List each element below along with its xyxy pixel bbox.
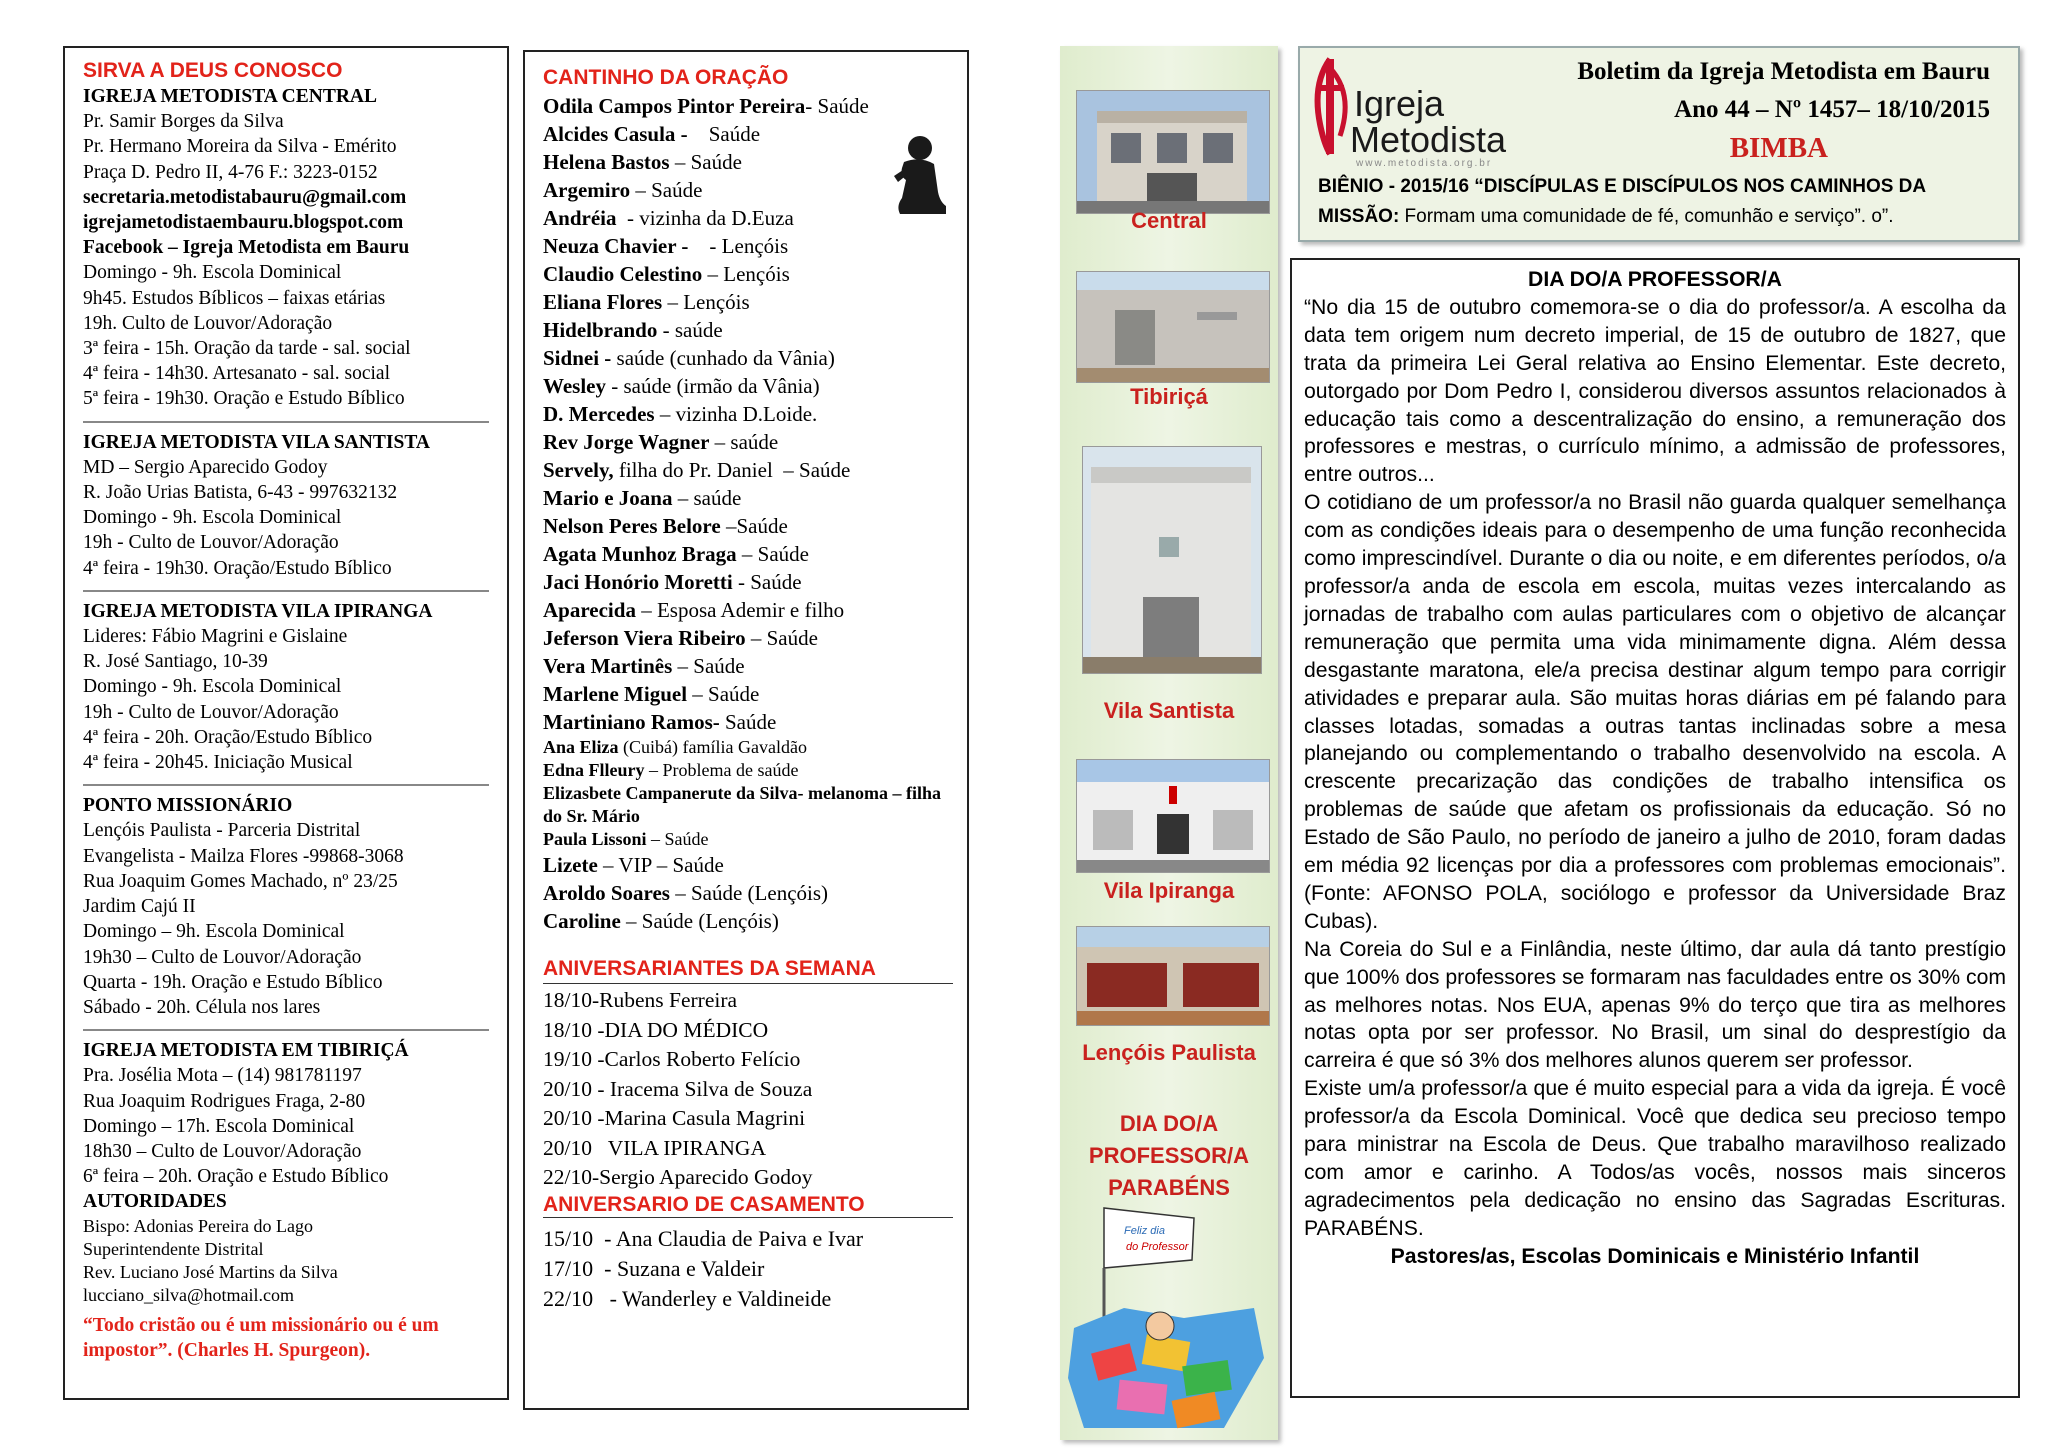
article-paragraph: Existe um/a professor/a que é muito especial para a vida da igreja. É você professor/a da Escola Dominical. Você que dedica seu precioso tempo para ministrar na Escola de Deus. Que trabalho maravilhoso realizado com amor e carinho. A Todos/as vocês, nossos mais sinceros agradecimentos pela dedicação no ensino das Sagradas Escrituras. PARABÉNS.: [1304, 1077, 2006, 1240]
prayer-request-item: [543, 456, 949, 484]
prayer-person-name: Edna Flleury: [543, 760, 645, 780]
wedding-anniversary-item: 17/10 - Suzana e Valdeir: [543, 1255, 765, 1281]
birthday-item: 20/10 VILA IPIRANGA: [543, 1135, 766, 1160]
bulletin-header: [1298, 46, 2020, 242]
prayer-person-name: Rev Jorge Wagner: [543, 430, 710, 454]
santista-line: Domingo - 9h. Escola Dominical: [83, 507, 342, 529]
location-label: Tibiriçá: [1130, 384, 1208, 409]
prayer-request-item: [543, 851, 949, 879]
prayer-reason: – Saúde: [736, 542, 809, 566]
bienio-label: BIÊNIO - 2015/16: [1318, 176, 1470, 197]
ponto-line: Lençóis Paulista - Parceria Distrital: [83, 820, 361, 842]
teachers-day-article: [1290, 258, 2020, 1398]
prayer-request-item: [543, 204, 949, 232]
prayer-request-item: [543, 680, 949, 708]
svg-text:Feliz dia: Feliz dia: [1124, 1225, 1165, 1237]
prayer-request-item: [543, 540, 949, 568]
prayer-request-item: [543, 652, 949, 680]
prayer-request-item: [543, 568, 949, 596]
prayer-request-item: [543, 879, 949, 907]
prayer-person-name: Aparecida: [543, 598, 636, 622]
wedding-anniversary-item: 22/10 - Wanderley e Valdineide: [543, 1285, 832, 1311]
prayer-request-item: [543, 316, 949, 344]
central-schedule-line: 3ª feira - 15h. Oração da tarde - sal. social: [83, 338, 411, 360]
prayer-person-name: Mario e Joana: [543, 486, 673, 510]
birthday-item: 22/10-Sergio Aparecido Godoy: [543, 1165, 813, 1189]
birthday-item: 18/10 -DIA DO MÉDICO: [543, 1017, 769, 1042]
prayer-reason: - Saúde: [732, 570, 802, 594]
central-line: Pr. Samir Borges da Silva: [83, 111, 284, 133]
ponto-line: Rua Joaquim Gomes Machado, nº 23/25: [83, 870, 398, 892]
bulletin-issue: Ano 44 – Nº 1457– 18/10/2015: [1674, 96, 1990, 123]
prayer-person-name: Nelson Peres Belore: [543, 514, 721, 538]
ipiranga-line: Lideres: Fábio Magrini e Gislaine: [83, 626, 348, 648]
location-label: Lençóis Paulista: [1082, 1040, 1256, 1065]
prayer-reason: – Saúde: [630, 178, 703, 202]
prayer-reason: – Problema de saúde: [644, 760, 799, 780]
santista-line: MD – Sergio Aparecido Godoy: [83, 456, 328, 478]
article-paragraph: “No dia 15 de outubro comemora-se o dia do professor/a. A escolha da data tem origem num decreto imperial, de 15 de outubro de 1827, que trata da primeira Lei Geral relativa ao Ensino Elementar. Este decreto, outorgado por Dom Pedro I, considerou diversos assuntos relacionados à educação tais como a descentralização do ensino, a remuneração dos professores e mestras, o currículo mínimo, a admissão de professores, entre outros...: [1304, 295, 2006, 487]
prayer-reason: - Lençóis: [688, 234, 789, 258]
prayer-person-name: Marlene Miguel: [543, 682, 688, 706]
ponto-line: 19h30 – Culto de Louvor/Adoração: [83, 946, 362, 968]
prayer-request-item: [543, 148, 949, 176]
logo-word-2: Metodista: [1350, 119, 1507, 160]
santista-line: 4ª feira - 19h30. Oração/Estudo Bíblico: [83, 557, 392, 579]
prayer-reason: – Saúde: [745, 626, 818, 650]
prayer-reason: – Saúde: [646, 829, 709, 849]
prayer-request-item: [543, 596, 949, 624]
prayer-person-name: Elizasbete Campanerute da Silva- melanoma – filha do Sr. Mário: [543, 783, 941, 826]
article-paragraph: Na Coreia do Sul e a Finlândia, neste último, dar aula dá tanto prestígio que 100% dos professores se formaram nas faculdades entre os 30% com as melhores notas. Nos EUA, apenas 9% do terço que tira as melhores notas opta por ser professor. No Brasil, um sinal do desprestígio da carreira é que só 3% dos melhores alunos querem ser professor.: [1304, 937, 2006, 1073]
ipiranga-line: Domingo - 9h. Escola Dominical: [83, 676, 342, 698]
central-line: Praça D. Pedro II, 4-76 F.: 3223-0152: [83, 161, 378, 183]
autoridades-line: Superintendente Distrital: [83, 1238, 264, 1259]
birthday-item: 19/10 -Carlos Roberto Felício: [543, 1047, 801, 1071]
prayer-request-item: [543, 288, 949, 316]
logo-url: www.metodista.org.br: [1356, 158, 1493, 169]
prayer-reason: Saúde: [687, 122, 761, 146]
prayer-reason: – Saúde (Lençóis): [620, 909, 779, 933]
central-blog[interactable]: igrejametodistaembauru.blogspot.com: [83, 212, 404, 234]
ponto-heading: PONTO MISSIONÁRIO: [83, 795, 293, 817]
central-church-photo: [1076, 90, 1270, 214]
autoridades-heading: AUTORIDADES: [83, 1191, 227, 1213]
logo-word-1: Igreja: [1354, 83, 1445, 124]
bulletin-title: Boletim da Igreja Metodista em Bauru: [1577, 58, 1990, 85]
prayer-person-name: Claudio Celestino: [543, 262, 703, 286]
prayer-reason: – Saúde: [669, 150, 742, 174]
prayer-list-small: [543, 736, 949, 851]
prayer-request-item: [543, 232, 949, 260]
tibirica-church-photo: [1076, 271, 1270, 383]
weddings-title: ANIVERSARIO DE CASAMENTO: [543, 1193, 953, 1218]
article-paragraph: O cotidiano de um professor/a no Brasil não guarda qualquer semelhança com as condições ideais para o desempenho de uma função reconhecida como imprescindível. Durante o dia ou noite, e em diferentes períodos, o/a professor/a anda de escola em escola, muitas vezes intercalando as jornadas de trabalho com aulas particulares com o objetivo de alcançar remuneração que permita uma vida minimamente digna. Além dessa desgastante maratona, ele/a precisa destinar algum tempo para corrigir atividades e preparar aula. São muitas horas diárias em pé falando para classes lotadas, somadas a outras tantas inclinadas sobre a mesa planejando ou complementando o trabalho desenvolvido na escola. A crescente precarização das condições de trabalho intensifica os problemas de saúde que afetam os profissionais da educação. Só no Estado de São Paulo, no período de janeiro a julho de 2010, foram dadas em média 92 licenças por dia a professores com problemas emocionais”. (Fonte: AFONSO POLA, sociólogo e professor da Universidade Braz Cubas).: [1304, 491, 2006, 933]
prayer-reason: (Cuibá) família Gavaldão: [618, 737, 807, 757]
tibirica-line: 18h30 – Culto de Louvor/Adoração: [83, 1140, 362, 1162]
santista-heading: IGREJA METODISTA VILA SANTISTA: [83, 431, 430, 453]
birthdays-list: [543, 986, 949, 1193]
prayer-reason: - saúde (irmão da Vânia): [606, 374, 820, 398]
ponto-line: Evangelista - Mailza Flores -99868-3068: [83, 845, 404, 867]
prayer-person-name: Caroline: [543, 909, 621, 933]
article-signature: Pastores/as, Escolas Dominicais e Ministério Infantil: [1390, 1244, 1920, 1268]
prayer-request-item: [543, 120, 949, 148]
bienio-text: “DISCÍPULAS E DISCÍPULOS NOS CAMINHOS DA: [1469, 176, 1927, 197]
prayer-reason: filha do Pr. Daniel – Saúde: [613, 458, 851, 482]
vila-santista-church-photo: [1082, 446, 1262, 674]
location-label: Vila Santista: [1103, 698, 1235, 723]
prayer-request-item: [543, 176, 949, 204]
location-label: Vila Ipiranga: [1103, 878, 1235, 903]
prayer-person-name: D. Mercedes: [543, 402, 655, 426]
prayer-panel: [523, 50, 969, 1410]
prayer-request-item: [543, 828, 949, 851]
prayer-reason: – Esposa Ademir e filho: [635, 598, 845, 622]
prayer-reason: Saúde: [719, 710, 777, 734]
tibirica-line: 6ª feira – 20h. Oração e Estudo Bíblico: [83, 1166, 389, 1188]
missao-text: Formam uma comunidade de fé, comunhão e serviço”. o”.: [1399, 206, 1894, 227]
missao-label: MISSÃO:: [1318, 206, 1400, 227]
greeting-line: DIA DO/A: [1119, 1111, 1219, 1136]
directory-title: SIRVA A DEUS CONOSCO: [83, 59, 343, 82]
prayer-person-name: Martiniano Ramos-: [543, 710, 720, 734]
church-directory-panel: [63, 46, 509, 1400]
autoridades-line[interactable]: lucciano_silva@hotmail.com: [83, 1284, 295, 1305]
santista-line: 19h - Culto de Louvor/Adoração: [83, 532, 339, 554]
central-heading: IGREJA METODISTA CENTRAL: [83, 86, 378, 107]
spurgeon-quote: “Todo cristão ou é um missionário ou é um impostor”. (Charles H. Spurgeon).: [83, 1314, 439, 1361]
divider: [83, 421, 489, 423]
prayer-reason: – Saúde: [687, 682, 760, 706]
prayer-request-item: [543, 907, 949, 935]
central-line: Pr. Hermano Moreira da Silva - Emérito: [83, 136, 397, 158]
prayer-reason: - saúde: [657, 318, 723, 342]
ipiranga-line: 4ª feira - 20h. Oração/Estudo Bíblico: [83, 726, 373, 748]
prayer-request-item: [543, 624, 949, 652]
autoridades-line: Bispo: Adonias Pereira do Lago: [83, 1215, 313, 1236]
central-schedule-line: 4ª feira - 14h30. Artesanato - sal. social: [83, 363, 390, 385]
tibirica-heading: IGREJA METODISTA EM TIBIRIÇÁ: [83, 1040, 409, 1062]
prayer-person-name: Odila Campos Pintor Pereira: [543, 94, 806, 118]
greeting-line: PARABÉNS: [1108, 1175, 1230, 1200]
santista-line: R. João Urias Batista, 6-43 - 997632132: [83, 482, 398, 504]
central-email[interactable]: secretaria.metodistabauru@gmail.com: [83, 186, 407, 208]
ponto-line: Jardim Cajú II: [83, 896, 196, 918]
prayer-person-name: Jeferson Viera Ribeiro: [543, 626, 746, 650]
praying-person-icon: [890, 132, 950, 217]
prayer-reason: - vizinha da D.Euza: [616, 206, 794, 230]
divider: [83, 1029, 489, 1031]
prayer-reason: – Saúde: [672, 654, 745, 678]
prayer-person-name: Wesley: [543, 374, 606, 398]
teacher-with-books-illustration: [1064, 1198, 1274, 1434]
prayer-person-name: Lizete: [543, 853, 598, 877]
prayer-person-name: Eliana Flores: [543, 290, 663, 314]
prayer-reason: – Lençóis: [662, 290, 750, 314]
bulletin-name: BIMBA: [1729, 132, 1828, 164]
prayer-reason: –Saúde: [720, 514, 788, 538]
prayer-person-name: Helena Bastos: [543, 150, 670, 174]
birthday-item: 20/10 -Marina Casula Magrini: [543, 1106, 806, 1130]
churches-photo-strip: [1060, 46, 1278, 1440]
svg-text:do Professor: do Professor: [1126, 1241, 1189, 1253]
article-title: DIA DO/A PROFESSOR/A: [1528, 268, 1782, 291]
prayer-title: CANTINHO DA ORAÇÃO: [543, 66, 789, 89]
ipiranga-line: R. José Santiago, 10-39: [83, 651, 268, 673]
prayer-request-item: [543, 708, 949, 736]
divider: [83, 590, 489, 592]
prayer-request-item: [543, 759, 949, 782]
ipiranga-heading: IGREJA METODISTA VILA IPIRANGA: [83, 600, 433, 622]
ipiranga-line: 4ª feira - 20h45. Iniciação Musical: [83, 752, 353, 774]
ipiranga-line: 19h - Culto de Louvor/Adoração: [83, 701, 339, 723]
prayer-person-name: Argemiro: [543, 178, 631, 202]
prayer-person-name: Agata Munhoz Braga: [543, 542, 737, 566]
prayer-reason: – vizinha D.Loide.: [654, 402, 818, 426]
prayer-reason: saúde (cunhado da Vânia): [611, 346, 835, 370]
prayer-reason: – saúde: [709, 430, 779, 454]
prayer-person-name: Andréia: [543, 206, 617, 230]
prayer-reason: - Saúde: [805, 94, 869, 118]
prayer-reason: – saúde: [672, 486, 742, 510]
greeting-line: PROFESSOR/A: [1088, 1143, 1250, 1168]
weddings-list: [543, 1224, 949, 1314]
prayer-person-name: Sidnei -: [543, 346, 612, 370]
ponto-line: Quarta - 19h. Oração e Estudo Bíblico: [83, 971, 383, 993]
tibirica-line: Domingo – 17h. Escola Dominical: [83, 1115, 355, 1137]
prayer-request-item: [543, 92, 949, 120]
prayer-request-item: [543, 484, 949, 512]
central-schedule-line: 9h45. Estudos Bíblicos – faixas etárias: [83, 287, 386, 309]
prayer-list-end: [543, 851, 949, 935]
vila-ipiranga-church-photo: [1076, 759, 1270, 873]
autoridades-line: Rev. Luciano José Martins da Silva: [83, 1261, 338, 1282]
prayer-request-item: [543, 372, 949, 400]
prayer-reason: – Saúde (Lençóis): [669, 881, 829, 905]
prayer-person-name: Neuza Chavier -: [543, 234, 689, 258]
ponto-line: Sábado - 20h. Célula nos lares: [83, 996, 321, 1018]
central-schedule-line: 19h. Culto de Louvor/Adoração: [83, 312, 333, 334]
tibirica-line: Pra. Josélia Mota – (14) 981781197: [83, 1065, 362, 1087]
prayer-person-name: Paula Lissoni: [543, 829, 647, 849]
location-label: Central: [1131, 208, 1207, 233]
ponto-line: Domingo – 9h. Escola Dominical: [83, 921, 345, 943]
prayer-person-name: Vera Martinês: [543, 654, 673, 678]
prayer-request-item: [543, 782, 949, 828]
central-schedule-line: 5ª feira - 19h30. Oração e Estudo Bíblico: [83, 388, 405, 410]
prayer-person-name: Servely,: [543, 458, 614, 482]
prayer-request-item: [543, 260, 949, 288]
bienio-motto: [1318, 172, 2008, 232]
birthday-item: 18/10-Rubens Ferreira: [543, 988, 738, 1012]
prayer-person-name: Hidelbrando: [543, 318, 658, 342]
prayer-list: [543, 92, 949, 736]
lencois-paulista-church-photo: [1076, 926, 1270, 1026]
prayer-reason: – Lençóis: [702, 262, 790, 286]
birthdays-title: ANIVERSARIANTES DA SEMANA: [543, 955, 953, 984]
prayer-person-name: Alcides Casula -: [543, 122, 688, 146]
central-schedule-line: Domingo - 9h. Escola Dominical: [83, 262, 342, 284]
prayer-person-name: Jaci Honório Moretti: [543, 570, 733, 594]
prayer-request-item: [543, 736, 949, 759]
central-facebook[interactable]: Facebook – Igreja Metodista em Bauru: [83, 237, 410, 259]
prayer-person-name: Aroldo Soares: [543, 881, 670, 905]
prayer-request-item: [543, 344, 949, 372]
prayer-request-item: [543, 428, 949, 456]
prayer-request-item: [543, 400, 949, 428]
birthday-item: 20/10 - Iracema Silva de Souza: [543, 1076, 813, 1101]
tibirica-line: Rua Joaquim Rodrigues Fraga, 2-80: [83, 1090, 366, 1112]
prayer-person-name: Ana Eliza: [543, 737, 619, 757]
divider: [83, 784, 489, 786]
wedding-anniversary-item: 15/10 - Ana Claudia de Paiva e Ivar: [543, 1225, 864, 1251]
teachers-day-greeting: [1060, 1108, 1278, 1204]
prayer-reason: – VIP – Saúde: [597, 853, 724, 877]
igreja-metodista-logo: [1310, 54, 1530, 174]
prayer-request-item: [543, 512, 949, 540]
